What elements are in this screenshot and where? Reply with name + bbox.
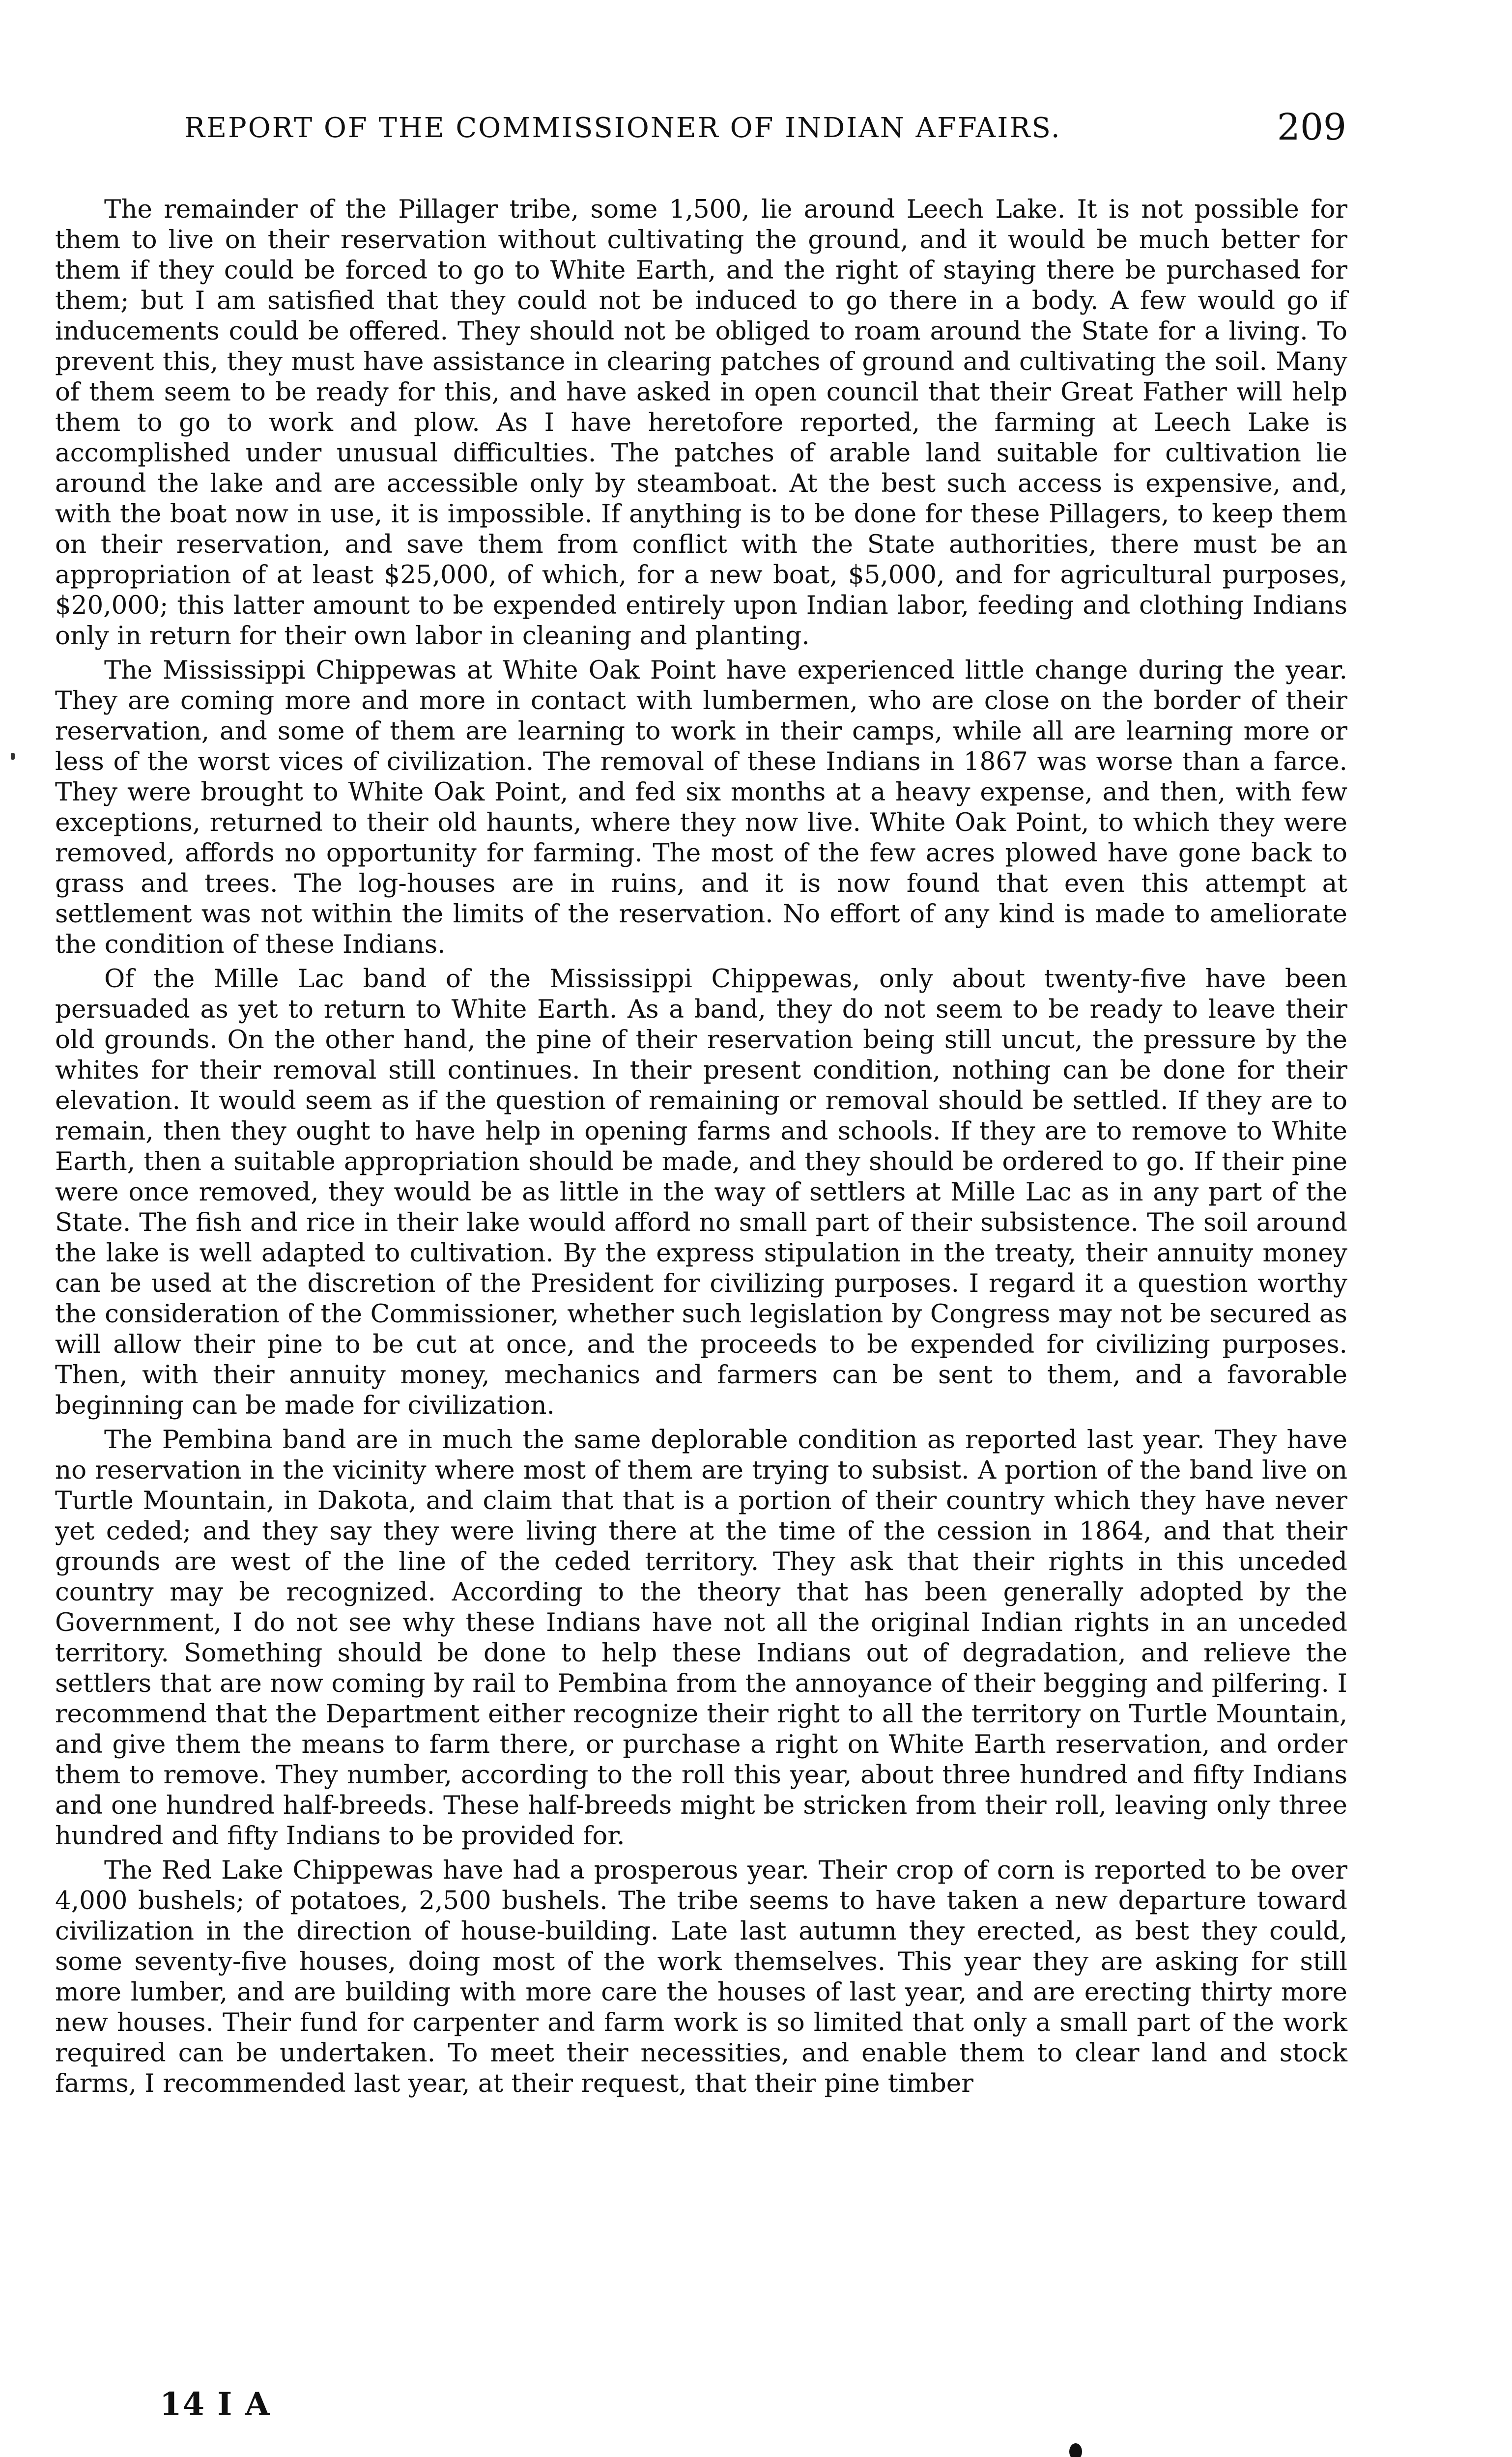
- page-header: [184, 106, 1346, 156]
- paragraph-pembina: The Pembina band are in much the same deplorable condition as reported last year. They have no reservation in the vicinity where most of them are trying to subsist. A portion of the band live on Turtle Mountain, in Dakota, and claim that that is a portion of their country which they have never yet ceded; and they say they were living there at the time of the cession in 1864, and that their grounds are west of the line of the ceded territory. They ask that their rights in this unceded country may be recognized. According to the theory that has been generally adopted by the Government, I do not see why these Indians have not all the original Indian rights in an unceded territory. Something should be done to help these Indians out of degradation, and relieve the settlers that are now coming by rail to Pembina from the annoyance of their begging and pilfering. I recommend that the Department either recognize their right to all the territory on Turtle Mountain, and give them the means to farm there, or purchase a right on White Earth reservation, and order them to remove. They number, according to the roll this year, about three hundred and fifty Indians and one hundred half-breeds. These half-breeds might be stricken from their roll, leaving only three hundred and fifty Indians to be provided for.: [55, 1425, 1347, 1851]
- margin-tick-mark: [11, 753, 15, 760]
- paragraph-mille-lac: Of the Mille Lac band of the Mississippi Chippewas, only about twenty-five have been persuaded as yet to return to White Earth. As a band, they do not seem to be ready to leave their old grounds. On the other hand, the pine of their reservation being still uncut, the pressure by the whites for their removal still continues. In their present condition, nothing can be done for their elevation. It would seem as if the question of remaining or removal should be settled. If they are to remain, then they ought to have help in opening farms and schools. If they are to remove to White Earth, then a suitable appropriation should be made, and they should be ordered to go. If their pine were once removed, they would be as little in the way of settlers at Mille Lac as in any part of the State. The fish and rice in their lake would afford no small part of their subsistence. The soil around the lake is well adapted to cultivation. By the express stipulation in the treaty, their annuity money can be used at the discretion of the President for civilizing purposes. I regard it a question worthy the consideration of the Commissioner, whether such legislation by Congress may not be secured as will allow their pine to be cut at once, and the proceeds to be expended for civilizing purposes. Then, with their annuity money, mechanics and farmers can be sent to them, and a favorable beginning can be made for civilization.: [55, 964, 1347, 1420]
- paragraph-mississippi-chippewas: The Mississippi Chippewas at White Oak Point have experienced little change during the year. They are coming more and more in contact with lumbermen, who are close on the border of their reservation, and some of them are learning to work in their camps, while all are learning more or less of the worst vices of civilization. The removal of these Indians in 1867 was worse than a farce. They were brought to White Oak Point, and fed six months at a heavy expense, and then, with few exceptions, returned to their old haunts, where they now live. White Oak Point, to which they were removed, affords no opportunity for farming. The most of the few acres plowed have gone back to grass and trees. The log-houses are in ruins, and it is now found that even this attempt at settlement was not within the limits of the reservation. No effort of any kind is made to ameliorate the condition of these Indians.: [55, 656, 1347, 959]
- page-number: 209: [1277, 106, 1346, 148]
- ink-dot: [1069, 2443, 1082, 2457]
- paragraph-red-lake: The Red Lake Chippewas have had a prosperous year. Their crop of corn is reported to be over 4,000 bushels; of potatoes, 2,500 bushels. The tribe seems to have taken a new departure toward civilization in the direction of house-building. Late last autumn they erected, as best they could, some seventy-five houses, doing most of the work themselves. This year they are asking for still more lumber, and are building with more care the houses of last year, and are erecting thirty more new houses. Their fund for carpenter and farm work is so limited that only a small part of the work required can be undertaken. To meet their necessities, and enable them to clear land and stock farms, I recommended last year, at their request, that their pine timber: [55, 1856, 1347, 2098]
- body-text: [55, 194, 1347, 2103]
- paragraph-pillager: The remainder of the Pillager tribe, some 1,500, lie around Leech Lake. It is not possible for them to live on their reservation without cultivating the ground, and it would be much better for them if they could be forced to go to White Earth, and the right of staying there be purchased for them; but I am satisfied that they could not be induced to go there in a body. A few would go if inducements could be offered. They should not be obliged to roam around the State for a living. To prevent this, they must have assistance in clearing patches of ground and cultivating the soil. Many of them seem to be ready for this, and have asked in open council that their Great Father will help them to go to work and plow. As I have heretofore reported, the farming at Leech Lake is accomplished under unusual difficulties. The patches of arable land suitable for cultivation lie around the lake and are accessible only by steamboat. At the best such access is expensive, and, with the boat now in use, it is impossible. If anything is to be done for these Pillagers, to keep them on their reservation, and save them from conflict with the State authorities, there must be an appropriation of at least $25,000, of which, for a new boat, $5,000, and for agricultural purposes, $20,000; this latter amount to be expended entirely upon Indian labor, feeding and clothing Indians only in return for their own labor in cleaning and planting.: [55, 195, 1347, 651]
- signature-mark: 14 I A: [160, 2386, 271, 2423]
- running-title: REPORT OF THE COMMISSIONER OF INDIAN AFFAIRS.: [184, 112, 1061, 144]
